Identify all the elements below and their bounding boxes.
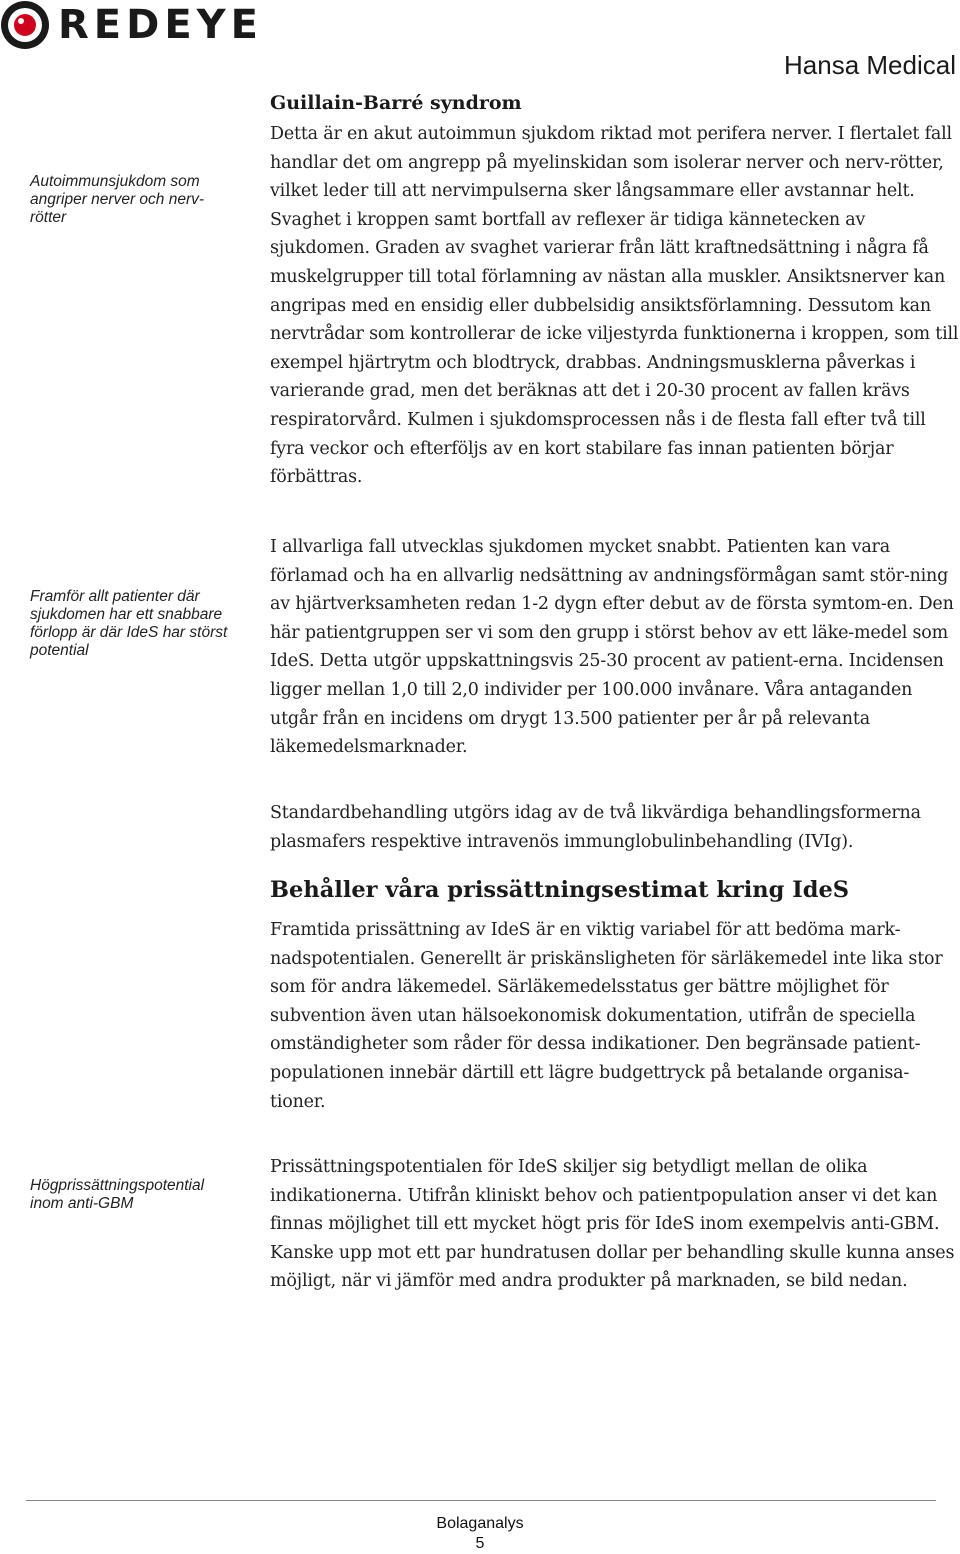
section-heading-gbs: Guillain-Barré syndrom (270, 92, 522, 114)
paragraph-pricing-potential: Prissättningspotentialen för IdeS skiljer sig betydligt mellan de olika indikationerna. Utifrån kliniskt behov och patientpopulation anser vi det kan finnas möjlighet till ett mycket högt pris för IdeS inom exempelvis anti-GBM. Kanske upp mot ett par hundratusen dollar per behandling skulle kunna anses möjligt, när vi jämför med andra produkter på marknaden, se bild nedan. (270, 1157, 955, 1292)
company-name: Hansa Medical (784, 50, 956, 80)
page-number: 5 (475, 1535, 485, 1552)
paragraph-gbs-standard-treatment: Standardbehandling utgörs idag av de två likvärdiga behandlingsformerna plasmafers respektive intravenös immunglobulinbehandling (IVIg). (270, 803, 921, 852)
redeye-eye-icon (0, 0, 50, 50)
paragraph-gbs-description: Detta är en akut autoimmun sjukdom riktad mot perifera nerver. I flertalet fall handlar det om angrepp på myelinskidan som isolerar nerver och nerv-rötter, vilket leder till att nervimpulserna sker långsammare eller avstannar helt. Svaghet i kroppen samt bortfall av reflexer är tidiga kännetecken av sjukdomen. Graden av svaghet varierar från lätt kraftnedsättning i några få muskelgrupper till total förlamning av nästan alla muskler. Ansiktsnerver kan angripas med en ensidig eller dubbelsidig ansiktsförlamning. Dessutom kan nervtrådar som kontrollerar de icke viljestyrda funktionerna i kroppen, som till exempel hjärtrytm och blodtryck, drabbas. Andningsmusklerna påverkas i varierande grad, men det beräknas att det i 20-30 procent av fallen krävs respiratorvård. Kulmen i sjukdomsprocessen nås i de flesta fall efter två till fyra veckor och efterföljs av en kort stabilare fas innan patienten börjar förbättras. (270, 124, 959, 488)
sidenote-autoimmune: Autoimmunsjukdom som angriper nerver och nerv-rötter (30, 173, 205, 226)
paragraph-pricing-importance: Framtida prissättning av IdeS är en viktig variabel för att bedöma mark-nadspotentialen. Generellt är priskänsligheten för särläkemedel inte lika stor som för andra läkemedel. Särläkemedelsstatus ger bättre möjlighet för subvention även utan hälsoekonomisk dokumentation, utifrån de speciella omständigheter som råder för dessa indikationer. Den begränsade patient-populationen innebär därtill ett lägre budgettryck på betalande organisa-tioner. (270, 920, 943, 1112)
footer-divider (26, 1500, 936, 1501)
paragraph-gbs-severe-cases: I allvarliga fall utvecklas sjukdomen mycket snabbt. Patienten kan vara förlamad och ha en allvarlig nedsättning av andningsförmågan samt stör-ning av hjärtverksamheten redan 1-2 dygn efter debut av de första symtom-en. Den här patientgruppen ser vi som den grupp i störst behov av ett läke-medel som IdeS. Detta utgör uppskattningsvis 25-30 procent av patient-erna. Incidensen ligger mellan 1,0 till 2,0 individer per 100.000 invånare. Våra antaganden utgår från en incidens om drygt 13.500 patienter per år på relevanta läkemedelsmarknader. (270, 537, 954, 758)
brand-name: REDEYE (58, 2, 263, 48)
sidenote-anti-gbm: Högprissättningspotential inom anti-GBM (30, 1177, 205, 1212)
brand-logo (0, 0, 263, 50)
sidenote-ides-potential: Framför allt patienter där sjukdomen har ett snabbare förlopp är där IdeS har störst potential (30, 588, 228, 659)
section-heading-pricing: Behåller våra prissättningsestimat kring IdeS (270, 877, 850, 903)
footer-label: Bolaganalys (436, 1515, 524, 1532)
